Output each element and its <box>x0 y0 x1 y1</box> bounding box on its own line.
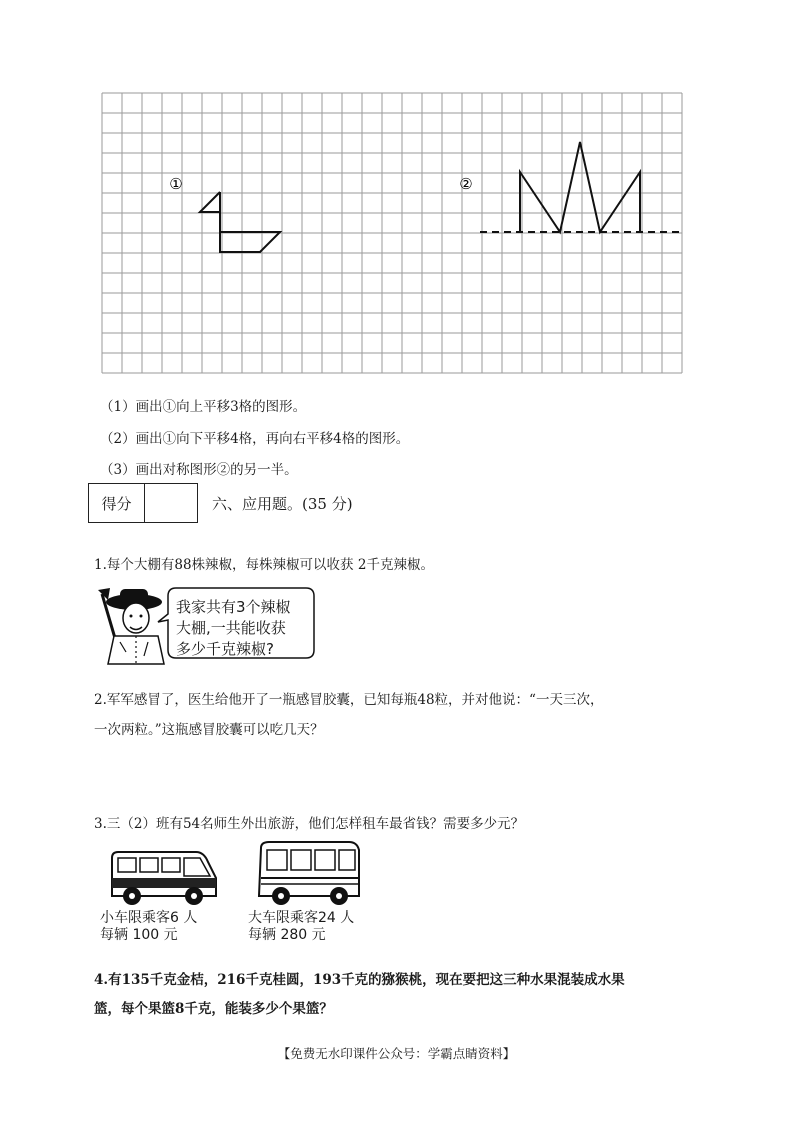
task-3: （3）画出对称图形②的另一半。 <box>100 462 298 478</box>
task-1: （1）画出①向上平移3格的图形。 <box>100 399 307 415</box>
bubble-line-2: 大棚,一共能收获 <box>176 619 286 637</box>
question-4-line-2: 篮，每个果篮8千克，能装多少个果篮？ <box>94 1001 333 1017</box>
bubble-line-3: 多少千克辣椒? <box>176 640 274 658</box>
score-blank[interactable] <box>145 484 197 522</box>
question-2-line-2: 一次两粒。”这瓶感冒胶囊可以吃几天？ <box>94 722 324 738</box>
section-title: 六、应用题。(35 分) <box>212 495 353 513</box>
bubble-line-1: 我家共有3个辣椒 <box>176 598 291 616</box>
grid-figure <box>100 92 684 374</box>
small-car-price: 每辆 100 元 <box>100 927 178 943</box>
big-car-capacity: 大车限乘客24 人 <box>248 910 355 926</box>
big-car-icon <box>253 840 363 908</box>
score-label: 得分 <box>89 484 145 522</box>
big-car-price: 每辆 280 元 <box>248 927 326 943</box>
question-3-text: 3.三（2）班有54名师生外出旅游，他们怎样租车最省钱？需要多少元？ <box>94 816 525 832</box>
figure-label-1: ① <box>169 175 183 193</box>
small-car-icon <box>108 848 220 908</box>
score-box <box>88 483 198 523</box>
question-2-line-1: 2.军军感冒了，医生给他开了一瓶感冒胶囊，已知每瓶48粒，并对他说：“一天三次， <box>94 692 604 708</box>
footer-note: 【免费无水印课件公众号：学霸点睛资料】 <box>277 1046 516 1061</box>
figure-1-shape <box>200 192 280 252</box>
question-4-line-1: 4.有135千克金桔，216千克桂圆，193千克的猕猴桃，现在要把这三种水果混装成水果 <box>94 972 625 988</box>
figure-label-2: ② <box>459 175 473 193</box>
small-car-capacity: 小车限乘客6 人 <box>100 910 198 926</box>
question-1-text: 1.每个大棚有88株辣椒，每株辣椒可以收获 2千克辣椒。 <box>94 557 434 573</box>
task-2: （2）画出①向下平移4格，再向右平移4格的图形。 <box>100 431 410 447</box>
